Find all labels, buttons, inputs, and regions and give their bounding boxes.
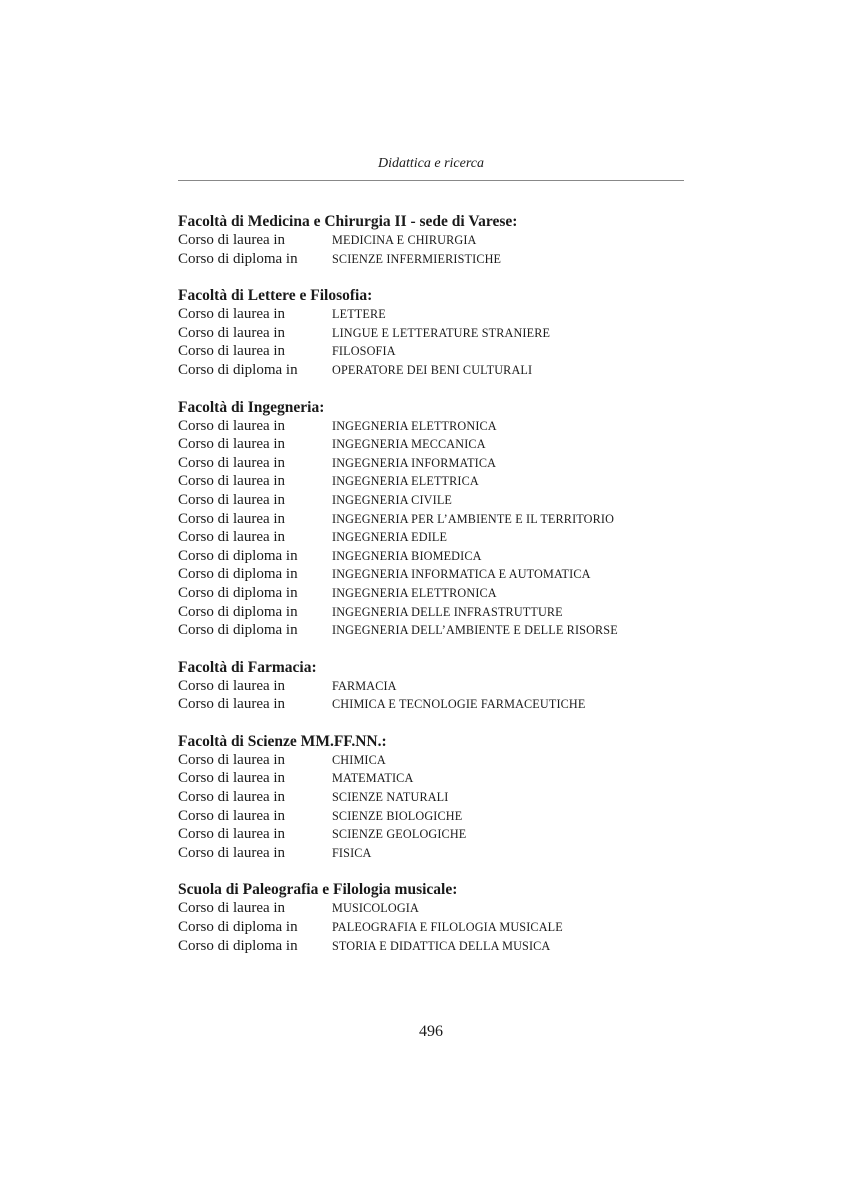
course-name: INGEGNERIA ELETTRICA	[332, 474, 479, 489]
course-name: INGEGNERIA MECCANICA	[332, 437, 486, 452]
course-name: SCIENZE BIOLOGICHE	[332, 808, 463, 823]
course-name: INGEGNERIA EDILE	[332, 530, 448, 545]
faculty-title: Facoltà di Lettere e Filosofia:	[178, 287, 373, 305]
course-type: Corso di laurea in	[178, 807, 286, 824]
course-name: MUSICOLOGIA	[332, 901, 419, 916]
course-row	[178, 584, 684, 603]
course-row	[178, 342, 684, 361]
course-name: INGEGNERIA DELLE INFRASTRUTTURE	[332, 604, 563, 619]
course-type: Corso di diploma in	[178, 919, 298, 936]
course-name: FISICA	[332, 845, 372, 860]
course-row	[178, 454, 684, 473]
course-type: Corso di laurea in	[178, 324, 286, 341]
faculty-section	[178, 880, 684, 955]
course-type: Corso di laurea in	[178, 306, 286, 323]
course-row	[178, 435, 684, 454]
course-row	[178, 844, 684, 863]
course-row	[178, 937, 684, 956]
course-row	[178, 472, 684, 491]
course-row	[178, 899, 684, 918]
faculty-title: Facoltà di Medicina e Chirurgia II - sede di Varese:	[178, 213, 518, 230]
course-row	[178, 305, 684, 324]
course-row	[178, 788, 684, 807]
course-type: Corso di laurea in	[178, 844, 286, 861]
course-type: Corso di laurea in	[178, 436, 286, 453]
course-row	[178, 677, 684, 696]
course-row	[178, 510, 684, 529]
course-type: Corso di laurea in	[178, 491, 286, 508]
course-row	[178, 528, 684, 547]
course-name: CHIMICA E TECNOLOGIE FARMACEUTICHE	[332, 697, 586, 712]
course-name: LETTERE	[332, 307, 386, 322]
course-row	[178, 361, 684, 380]
course-name: INGEGNERIA DELL’AMBIENTE E DELLE RISORSE	[332, 623, 618, 638]
course-type: Corso di diploma in	[178, 603, 298, 620]
course-row	[178, 565, 684, 584]
course-type: Corso di laurea in	[178, 900, 286, 917]
course-name: INGEGNERIA CIVILE	[332, 492, 453, 507]
course-type: Corso di diploma in	[178, 361, 298, 378]
course-type: Corso di laurea in	[178, 343, 286, 360]
course-row	[178, 695, 684, 714]
faculty-section	[178, 398, 684, 640]
course-type: Corso di diploma in	[178, 566, 298, 583]
course-type: Corso di laurea in	[178, 770, 286, 787]
course-row	[178, 621, 684, 640]
course-type: Corso di diploma in	[178, 584, 298, 601]
course-type: Corso di laurea in	[178, 454, 286, 471]
course-name: INGEGNERIA INFORMATICA	[332, 455, 497, 470]
course-name: STORIA E DIDATTICA DELLA MUSICA	[332, 938, 551, 953]
course-name: MEDICINA E CHIRURGIA	[332, 233, 477, 247]
page-number: 496	[419, 1023, 443, 1040]
course-name: OPERATORE DEI BENI CULTURALI	[332, 362, 533, 377]
course-row	[178, 603, 684, 622]
course-name: INGEGNERIA PER L’AMBIENTE E IL TERRITORIO	[332, 511, 615, 526]
course-name: FILOSOFIA	[332, 344, 396, 359]
faculty-title: Facoltà di Farmacia:	[178, 658, 317, 676]
course-name: MATEMATICA	[332, 771, 414, 786]
course-type: Corso di laurea in	[178, 696, 286, 713]
course-type: Corso di laurea in	[178, 473, 286, 490]
course-type: Corso di diploma in	[178, 250, 298, 267]
course-name: INGEGNERIA ELETTRONICA	[332, 418, 497, 433]
course-listing	[178, 212, 684, 973]
course-type: Corso di laurea in	[178, 232, 286, 248]
faculty-title: Facoltà di Scienze MM.FF.NN.:	[178, 732, 387, 750]
course-row	[178, 417, 684, 436]
course-row	[178, 250, 684, 269]
course-type: Corso di laurea in	[178, 417, 286, 434]
course-row	[178, 324, 684, 343]
course-type: Corso di diploma in	[178, 622, 298, 639]
faculty-title: Facoltà di Ingegneria:	[178, 398, 325, 416]
course-row	[178, 491, 684, 510]
faculty-section	[178, 732, 684, 863]
course-name: PALEOGRAFIA E FILOLOGIA MUSICALE	[332, 920, 563, 935]
course-type: Corso di diploma in	[178, 547, 298, 564]
faculty-title: Scuola di Paleografia e Filologia musicale:	[178, 881, 458, 899]
faculty-section	[178, 286, 684, 379]
course-name: INGEGNERIA ELETTRONICA	[332, 585, 497, 600]
course-type: Corso di laurea in	[178, 789, 286, 806]
running-head: Didattica e ricerca	[377, 156, 484, 171]
course-name: SCIENZE INFERMIERISTICHE	[332, 251, 502, 266]
header-rule	[178, 180, 684, 181]
course-row	[178, 751, 684, 770]
course-name: INGEGNERIA BIOMEDICA	[332, 548, 482, 563]
course-name: LINGUE E LETTERATURE STRANIERE	[332, 325, 551, 340]
course-type: Corso di laurea in	[178, 751, 286, 768]
course-row	[178, 231, 684, 250]
course-row	[178, 769, 684, 788]
course-name: INGEGNERIA INFORMATICA E AUTOMATICA	[332, 567, 591, 582]
course-name: SCIENZE GEOLOGICHE	[332, 827, 467, 842]
course-name: SCIENZE NATURALI	[332, 790, 449, 805]
course-row	[178, 807, 684, 826]
faculty-section	[178, 658, 684, 714]
faculty-section	[178, 212, 684, 268]
course-type: Corso di laurea in	[178, 826, 286, 843]
course-row	[178, 547, 684, 566]
course-type: Corso di laurea in	[178, 529, 286, 546]
course-name: CHIMICA	[332, 752, 386, 767]
course-name: FARMACIA	[332, 678, 397, 693]
course-type: Corso di laurea in	[178, 677, 286, 694]
course-type: Corso di laurea in	[178, 510, 286, 527]
course-row	[178, 918, 684, 937]
course-type: Corso di diploma in	[178, 937, 298, 954]
course-row	[178, 825, 684, 844]
